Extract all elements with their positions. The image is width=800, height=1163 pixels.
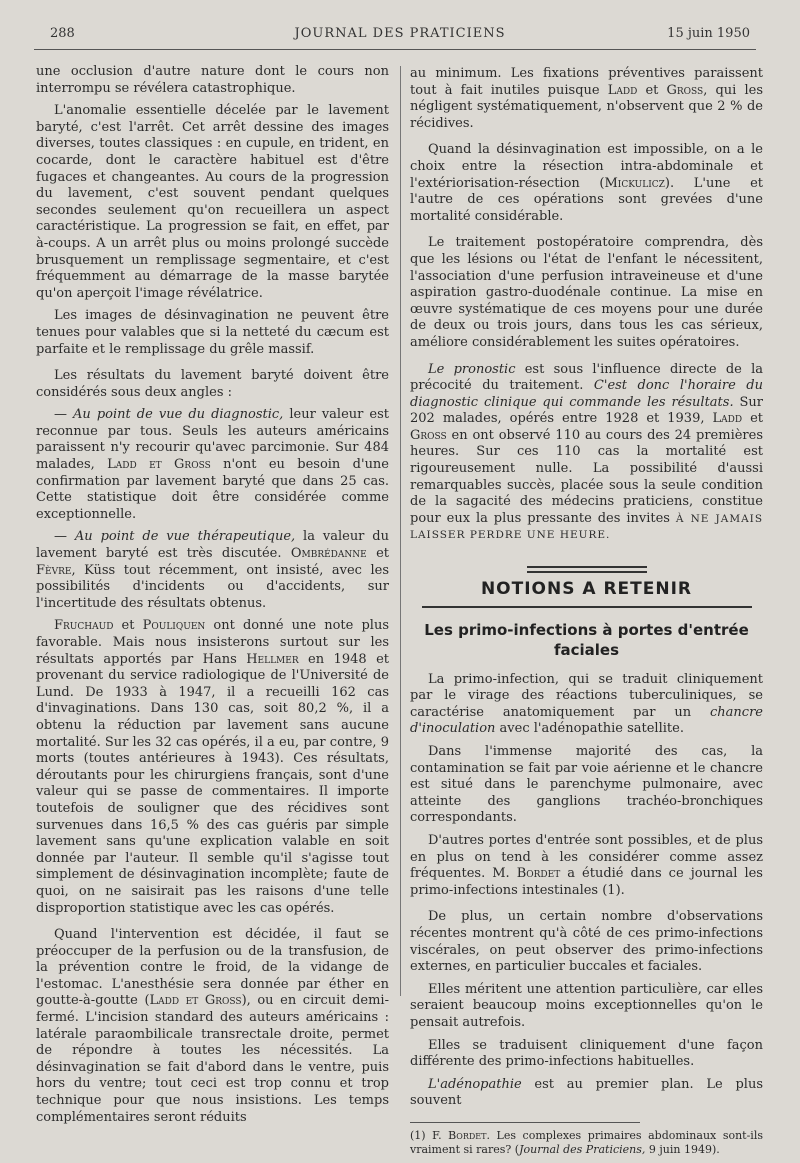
text: (1) F. [410,1128,449,1142]
author-name: Hellmer [246,651,299,667]
paragraph: Elles méritent une attention particulière, car elles seraient beaucoup moins exceptionnelles qu'on le pensait autrefois. [410,981,763,1030]
paragraph [410,66,763,132]
paragraph [36,618,389,917]
paragraph [410,672,763,738]
paragraph [36,529,389,612]
page-number: 288 [50,26,75,41]
article-title: Les primo-infections à portes d'entrée faciales [424,620,749,659]
paragraph: une occlusion d'autre nature dont le cours non interrompu se révélera catastrophique. [36,64,389,96]
page-header [50,26,750,46]
paragraph: Les résultats du lavement baryté doivent être considérés sous deux angles : [36,368,389,400]
column-divider [400,66,401,996]
journal-title: JOURNAL DES PRATICIENS [294,26,506,41]
italic-text: chancre d'inoculation [410,704,763,737]
text: avec l'adénopathie satellite. [495,721,684,737]
text: n'ont eu besoin d'une confirmation par lavement baryté que dans 25 cas. Cette statistique doit être considérée comme exceptionnelle. [36,457,390,522]
italic-text: — Au point de vue du diagnostic, [54,407,284,423]
left-column [36,64,389,1132]
paragraph [36,407,389,523]
text: Quand l'intervention est décidée, il faut se préoccuper de la perfusion ou de la transfusion, de la prévention contre le froid, de la vidange de l'estomac. L'anesthésie sera donnée par éther en goutte-à-goutte ( [36,927,389,1009]
footnote [410,1129,763,1157]
author-name: Ombrédanne [290,546,367,562]
text: en 1948 et provenant du service radiologique de l'Université de Lund. De 1933 à 1947, il a recueilli 162 cas d'invaginations. Dans 130 cas, soit 80,2 %, il a obtenu la réduction par lavement sans aucune mortalité. Sur les 32 cas opérés, il a eu, par contre, 9 morts (toutes antérieures à 1943). Ces résultats, déroutants pour les chirurgiens français, sont d'une valeur qui se passe de commentaires. Il importe toutefois de souligner que des récidives sont survenues dans 16,5 % des cas guéris par simple lavement sans qu'une explication valable en soit donnée par l'auteur. Il semble qu'il s'agisse tout simplement de désinvagination incomplète; faute de quoi, on ne saisirait pas les raisons d'une telle disproportion statistique avec les cas opérés. [36,651,389,916]
author-names: Ladd et Gross [149,993,242,1009]
text: . Les complexes primaires abdominaux sont-ils vraiment si rares? ( [410,1128,763,1156]
text: et [113,618,143,634]
author-name: Fruchaud [54,618,114,634]
text: en ont observé 110 au cours des 24 premières heures. Sur ces 110 cas la mortalité est rigoureusement nulle. La possibilité d'aussi remarquables succès, placée sous la seule condition de la sagacité des médecins praticiens, constitue pour eux la plus pressante des invites [410,427,763,526]
paragraph [36,927,389,1126]
text: la valeur du lavement baryté est très discutée. [36,529,389,562]
paragraph: De plus, un certain nombre d'observations récentes montrent qu'à côté de ces primo-infections viscérales, on peut observer des primo-infections externes, en particulier buccales et faciales. [410,909,763,975]
text: Quand la désinvagination est impossible, on a le choix entre la résection intra-abdominale et l'extériorisation-résection ( [410,142,763,191]
author-name: Ladd [712,411,743,427]
paragraph: L'anomalie essentielle décelée par le lavement baryté, c'est l'arrêt. Cet arrêt dessine des images diverses, toutes classiques : en cupule, en trident, en cocarde, dont le caractère habituel est d'être fugaces et changeantes. Au cours de la progression du lavement, c'est souvent pendant quelques secondes seulement qu'on recueillera un aspect caractéristique. La progression se fait, en effet, par à-coups. A un arrêt plus ou moins prolongé succède brusquement un remplissage segmentaire, et c'est fréquemment au démarrage de la masse barytée qu'on aperçoit l'image révélatrice. [36,103,389,301]
text: leur valeur est reconnue par tous. Seuls les auteurs américains paraissent n'y recourir qu'avec parcimonie. Sur 484 malades, [36,407,389,473]
notions-heading-block [410,566,763,608]
paragraph [410,142,763,225]
author-name: Bordet [448,1128,487,1142]
issue-date: 15 juin 1950 [667,26,750,41]
divider [422,606,752,608]
paragraph: Elles se traduisent cliniquement d'une façon différente des primo-infections habituelles. [410,1037,763,1070]
author-names: Ladd et Gross [107,457,211,473]
author-name: Fèvre [36,562,72,578]
text: ), ou en circuit demi-fermé. L'incision standard des auteurs américains : latérale paraombilicale transrectale droite, permet de répondre à toutes les nécessités. La désinvagination se fait d'abord dans le ventre, puis hors du ventre; tout ceci est trop connu et trop technique pour que nous insistions. Les temps complémentaires seront réduits [36,993,389,1125]
paragraph: Le traitement postopératoire comprendra, dès que les lésions ou l'état de l'enfant le nécessitent, l'association d'une perfusion intraveineuse et d'une aspiration gastro-duodénale continue. La mise en œuvre systématique de ces moyens pour une durée de deux ou trois jours, dans tous les cas sérieux, améliore considérablement les suites opératoires. [410,235,763,350]
text: et [637,82,667,98]
divider [527,566,647,568]
author-name: Ladd [607,82,638,98]
paragraph: Dans l'immense majorité des cas, la contamination se fait par voie aérienne et le chancre est situé dans le parenchyme pulmonaire, avec atteinte des ganglions trachéo-bronchiques correspondants. [410,744,763,826]
author-name: Gross [410,427,447,443]
italic-text: C'est donc l'horaire du diagnostic clinique qui commande les résultats. [410,378,763,410]
text: au minimum. Les fixations préventives paraissent tout à fait inutiles puisque [410,66,763,98]
section-heading: NOTIONS A RETENIR [480,579,693,600]
italic-text: Le pronostic [428,361,516,377]
text: et [742,411,763,427]
text: ont donné une note plus favorable. Mais nous insisterons surtout sur les résultats apportés par Hans [36,618,389,667]
text: 9 juin 1949). [645,1142,720,1156]
author-name: Gross [666,82,704,98]
text: , Küss tout récemment, ont insisté, avec les possibilités d'incidents ou d'accidents, sur l'incertitude des résultats obtenus. [36,562,389,611]
footnote-rule [410,1122,640,1123]
text: ). L'une et l'autre de ces opérations sont grevées d'une mortalité considérable. [410,175,763,224]
text: a étudié dans ce journal les primo-infections intestinales (1). [410,866,763,898]
text: est sous l'influence directe de la précocité du traitement. [410,361,763,394]
text: D'autres portes d'entrée sont possibles, et de plus en plus on tend à les considérer comme assez fréquentes. M. [410,832,763,882]
paragraph [410,833,763,899]
text: , qui les négligent systématiquement, n'observent que 2 % de récidives. [410,82,763,131]
text: est au premier plan. Le plus souvent [410,1076,763,1109]
paragraph [410,1077,763,1110]
italic-text: L'adénopathie [428,1076,522,1092]
header-rule [34,49,756,50]
italic-text: — Au point de vue thérapeutique, [54,529,296,545]
text: La primo-infection, qui se traduit cliniquement par le virage des réactions tuberculiniques, se caractérise anatomiquement par un [410,671,763,720]
text: et [366,546,389,562]
italic-text: Journal des Praticiens, [519,1142,646,1156]
paragraph: Les images de désinvagination ne peuvent être tenues pour valables que si la netteté du cæcum est parfaite et le remplissage du grêle massif. [36,308,389,357]
right-column [410,66,763,1163]
paragraph [410,362,763,545]
author-name: Pouliquen [142,618,206,634]
author-name: Mickulicz [604,175,665,191]
text: Sur 202 malades, opérés entre 1928 et 1939, [410,394,764,427]
author-name: Bordet [516,866,561,882]
emphasis-caps: À NE JAMAIS LAISSER PERDRE UNE HEURE. [410,512,764,542]
